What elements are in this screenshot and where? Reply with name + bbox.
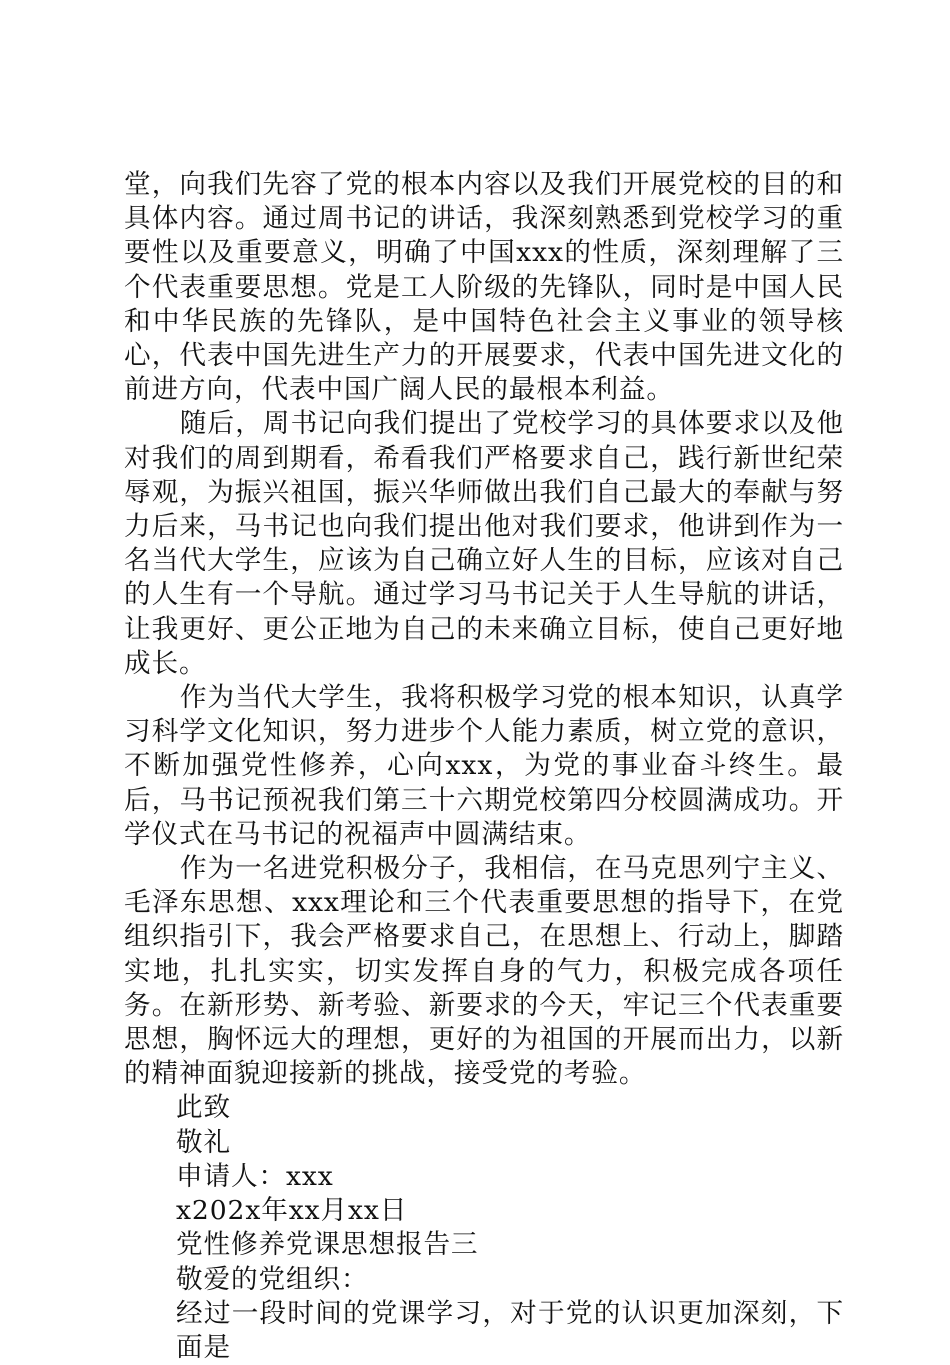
section-first-line: 经过一段时间的党课学习，对于党的认识更加深刻，下面是 [176, 1297, 844, 1363]
document-body [124, 168, 844, 1365]
applicant-signature: 申请人：xxx [176, 1160, 334, 1192]
salutation-cizhi: 此致 [176, 1092, 231, 1124]
paragraph-requirements: 随后，周书记向我们提出了党校学习的具体要求以及他对我们的周到期看，希看我们严格要求自己，践行新世纪荣辱观，为振兴祖国，振兴华师做出我们自己最大的奉献与努力后来，马书记也向我们提出他对我们要求，他讲到作为一名当代大学生，应该为自己确立好人生的目标，应该对自己的人生有一个导航。通过学习马书记关于人生导航的讲话，让我更好、更公正地为自己的未来确立目标，使自己更好地成长。 [124, 408, 844, 679]
signature-date: x202x年xx月xx日 [176, 1195, 408, 1227]
paragraph-commitment: 作为当代大学生，我将积极学习党的根本知识，认真学习科学文化知识，努力进步个人能力素质，树立党的意识，不断加强党性修养，心向xxx，为党的事业奋斗终生。最后，马书记预祝我们第三十六期党校第四分校圆满成功。开学仪式在马书记的祝福声中圆满结束。 [124, 682, 844, 850]
salutation-jingli: 敬礼 [176, 1126, 231, 1158]
paragraph-continuation: 堂，向我们先容了党的根本内容以及我们开展党校的目的和具体内容。通过周书记的讲话，我深刻熟悉到党校学习的重要性以及重要意义，明确了中国xxx的性质，深刻理解了三个代表重要思想。党是工人阶级的先锋队，同时是中国人民和中华民族的先锋队，是中国特色社会主义事业的领导核心，代表中国先进生产力的开展要求，代表中国先进文化的前进方向，代表中国广阔人民的最根本利益。 [124, 169, 844, 406]
section-title: 党性修养党课思想报告三 [176, 1229, 479, 1261]
section-greeting: 敬爱的党组织： [176, 1263, 369, 1295]
paragraph-pledge: 作为一名进党积极分子，我相信，在马克思列宁主义、毛泽东思想、xxx理论和三个代表重要思想的指导下，在党组织指引下，我会严格要求自己，在思想上、行动上，脚踏实地，扎扎实实，切实发挥自身的气力，积极完成各项任务。在新形势、新考验、新要求的今天，牢记三个代表重要思想，胸怀远大的理想，更好的为祖国的开展而出力，以新的精神面貌迎接新的挑战，接受党的考验。 [124, 853, 844, 1090]
